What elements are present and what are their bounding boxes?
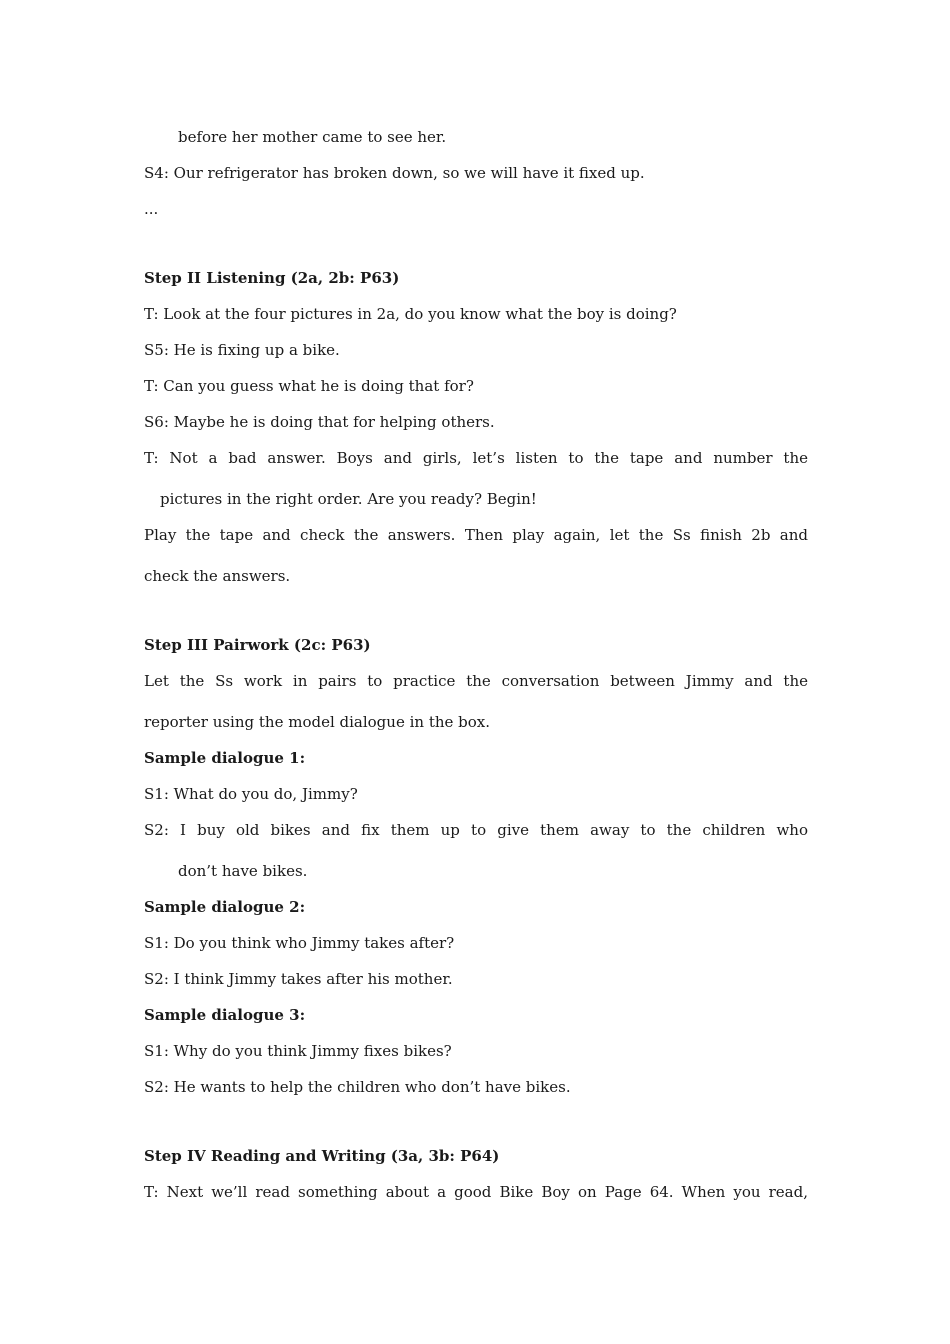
sample-heading: Sample dialogue 3:	[144, 1006, 306, 1024]
text-line: S2: He wants to help the children who don’t have bikes.	[144, 1078, 571, 1096]
text-line: S5: He is fixing up a bike.	[144, 341, 340, 359]
text-line: T: Can you guess what he is doing that for?	[144, 377, 474, 395]
text-line: S2: I think Jimmy takes after his mother.	[144, 970, 453, 988]
text-line: before her mother came to see her.	[178, 128, 447, 146]
section-heading: Step IV Reading and Writing (3a, 3b: P64)	[144, 1147, 500, 1165]
text-line: S1: Do you think who Jimmy takes after?	[144, 934, 455, 952]
text-line: S4: Our refrigerator has broken down, so we will have it fixed up.	[144, 164, 645, 182]
text-line: ...	[144, 200, 159, 218]
text-line: T: Next we’ll read something about a good Bike Boy on Page 64. When you read,	[144, 1183, 808, 1201]
text-line: S1: Why do you think Jimmy fixes bikes?	[144, 1042, 452, 1060]
sample-heading: Sample dialogue 1:	[144, 749, 306, 767]
text-line: don’t have bikes.	[178, 862, 308, 880]
text-line: T: Not a bad answer. Boys and girls, let’s listen to the tape and number the	[144, 449, 808, 467]
section-heading: Step III Pairwork (2c: P63)	[144, 636, 371, 654]
text-line: T: Look at the four pictures in 2a, do you know what the boy is doing?	[144, 305, 677, 323]
section-heading: Step II Listening (2a, 2b: P63)	[144, 269, 400, 287]
text-line: S2: I buy old bikes and fix them up to give them away to the children who	[144, 821, 808, 839]
text-line: reporter using the model dialogue in the box.	[144, 713, 491, 731]
text-line: S1: What do you do, Jimmy?	[144, 785, 358, 803]
text-line: S6: Maybe he is doing that for helping others.	[144, 413, 495, 431]
text-line: check the answers.	[144, 567, 291, 585]
text-line: Let the Ss work in pairs to practice the conversation between Jimmy and the	[144, 672, 808, 690]
text-line: pictures in the right order. Are you ready? Begin!	[160, 490, 537, 508]
sample-heading: Sample dialogue 2:	[144, 898, 306, 916]
text-line: Play the tape and check the answers. Then play again, let the Ss finish 2b and	[144, 526, 808, 544]
